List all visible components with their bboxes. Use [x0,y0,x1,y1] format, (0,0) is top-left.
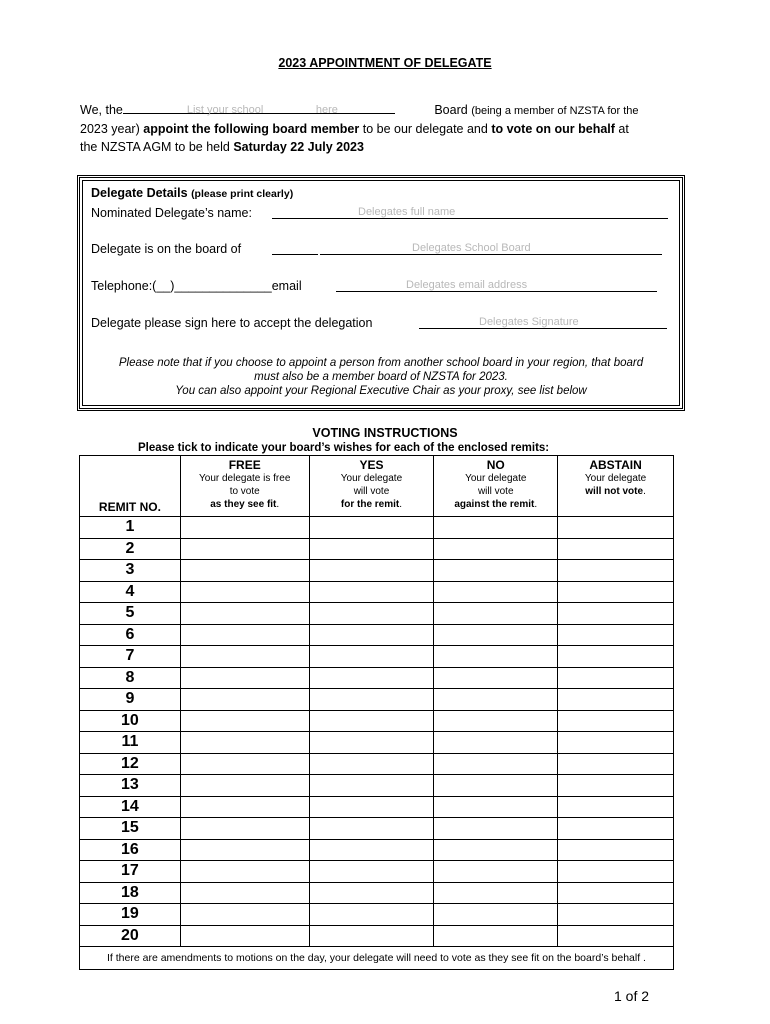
table-row [80,818,674,840]
remit-free-tick-cell[interactable] [180,624,309,646]
remit-no-tick-cell[interactable] [434,904,558,926]
no-desc-1: Your delegate [465,473,527,484]
delegate-sign-placeholder: Delegates Signature [479,316,579,328]
remit-number: 8 [80,667,181,689]
remit-number: 16 [80,839,181,861]
remit-abstain-tick-cell[interactable] [558,560,674,582]
remit-no-tick-cell[interactable] [434,667,558,689]
yes-desc-3: for the remit [340,499,400,510]
remit-abstain-tick-cell[interactable] [558,581,674,603]
remit-free-tick-cell[interactable] [180,775,309,797]
abstain-column-header [558,456,674,517]
remit-number: 13 [80,775,181,797]
intro-to-be: to be our delegate and [362,122,488,136]
remit-number: 12 [80,753,181,775]
delegate-note-line-2: must also be a member board of NZSTA for 2023. [254,371,508,383]
remits-table [79,455,674,970]
remit-free-tick-cell[interactable] [180,538,309,560]
remit-number: 5 [80,603,181,625]
yes-heading: YES [359,458,384,472]
intro-year: 2023 year) [80,122,140,136]
table-row [80,603,674,625]
remit-yes-tick-cell[interactable] [309,753,434,775]
delegate-note-line-3: You can also appoint your Regional Executive Chair as your proxy, see list below [175,385,587,397]
yes-column-header [309,456,434,517]
table-row [80,732,674,754]
remit-abstain-tick-cell[interactable] [558,753,674,775]
delegate-heading: Delegate Details [91,186,188,200]
table-row [80,538,674,560]
remit-abstain-tick-cell[interactable] [558,689,674,711]
remit-free-tick-cell[interactable] [180,667,309,689]
remit-free-tick-cell[interactable] [180,882,309,904]
remit-number: 10 [80,710,181,732]
remit-abstain-tick-cell[interactable] [558,861,674,883]
remit-no-tick-cell[interactable] [434,538,558,560]
intro-member-note: (being a member of NZSTA for the [471,105,639,117]
delegate-name-placeholder: Delegates full name [358,206,456,218]
delegate-name-label: Nominated Delegate’s name: [91,206,252,220]
remit-abstain-tick-cell[interactable] [558,710,674,732]
intro-board: Board [434,103,468,117]
abstain-heading: ABSTAIN [589,458,642,472]
remit-no-tick-cell[interactable] [434,882,558,904]
delegate-note [90,356,672,398]
remit-yes-tick-cell[interactable] [309,517,434,539]
remit-number: 20 [80,925,181,947]
remit-no-header: REMIT NO. [80,456,181,517]
remit-free-tick-cell[interactable] [180,603,309,625]
school-name-field[interactable] [123,101,395,114]
remit-yes-tick-cell[interactable] [309,603,434,625]
remit-abstain-tick-cell[interactable] [558,517,674,539]
intro-appoint: appoint the following board member [143,122,360,136]
remit-number: 15 [80,818,181,840]
remit-abstain-tick-cell[interactable] [558,775,674,797]
remit-yes-tick-cell[interactable] [309,538,434,560]
remit-number: 11 [80,732,181,754]
table-row [80,624,674,646]
remit-yes-tick-cell[interactable] [309,904,434,926]
no-heading: NO [486,458,505,472]
school-placeholder-a: List your school [186,104,264,116]
remit-no-tick-cell[interactable] [434,710,558,732]
intro-we-the: We, the [80,103,123,117]
remit-yes-tick-cell[interactable] [309,624,434,646]
delegate-details-box [77,175,685,411]
remit-free-tick-cell[interactable] [180,796,309,818]
free-desc-3-suffix: . [276,499,280,510]
free-desc-2: to vote [229,486,260,497]
intro-date: Saturday 22 July 2023 [233,140,364,154]
no-desc-3: against the remit [454,499,535,510]
remit-yes-tick-cell[interactable] [309,667,434,689]
remit-number: 17 [80,861,181,883]
table-row [80,861,674,883]
remit-no-tick-cell[interactable] [434,624,558,646]
table-row [80,667,674,689]
remit-free-tick-cell[interactable] [180,581,309,603]
abstain-desc-2-line [558,485,673,498]
table-row [80,517,674,539]
remit-number: 6 [80,624,181,646]
remit-no-tick-cell[interactable] [434,560,558,582]
remits-header-row [80,456,674,517]
remit-no-tick-cell[interactable] [434,581,558,603]
remit-abstain-tick-cell[interactable] [558,538,674,560]
free-desc-1: Your delegate is free [199,473,291,484]
delegate-phone-label[interactable]: Telephone:(__)______________email [91,279,302,293]
remit-free-tick-cell[interactable] [180,517,309,539]
voting-title: VOTING INSTRUCTIONS [312,426,458,440]
delegate-note-line-1: Please note that if you choose to appoint a person from another school board in your region, that board [118,357,644,369]
remit-no-tick-cell[interactable] [434,689,558,711]
remit-abstain-tick-cell[interactable] [558,667,674,689]
remit-yes-tick-cell[interactable] [309,861,434,883]
no-column-header [434,456,558,517]
yes-desc-2: will vote [353,486,390,497]
remit-free-tick-cell[interactable] [180,689,309,711]
table-row [80,796,674,818]
remit-yes-tick-cell[interactable] [309,839,434,861]
free-column-header [180,456,309,517]
remit-free-tick-cell[interactable] [180,560,309,582]
delegate-name-field[interactable] [272,206,668,219]
remit-yes-tick-cell[interactable] [309,710,434,732]
delegate-board-label: Delegate is on the board of [91,242,242,256]
remit-free-tick-cell[interactable] [180,753,309,775]
remit-no-tick-cell[interactable] [434,646,558,668]
remit-abstain-tick-cell[interactable] [558,904,674,926]
intro-agm: the NZSTA AGM to be held [80,140,230,154]
free-desc-3-line [181,498,309,511]
table-row [80,753,674,775]
remit-no-tick-cell[interactable] [434,839,558,861]
delegate-signature-field[interactable] [419,316,667,329]
table-row [80,581,674,603]
remit-abstain-tick-cell[interactable] [558,925,674,947]
table-row [80,646,674,668]
remit-yes-tick-cell[interactable] [309,732,434,754]
remit-no-tick-cell[interactable] [434,861,558,883]
remit-yes-tick-cell[interactable] [309,818,434,840]
remit-abstain-tick-cell[interactable] [558,839,674,861]
table-row [80,904,674,926]
table-row [80,710,674,732]
remit-number: 2 [80,538,181,560]
intro-at: at [618,122,629,136]
remit-yes-tick-cell[interactable] [309,882,434,904]
remit-yes-tick-cell[interactable] [309,646,434,668]
no-desc-3-line [434,498,557,511]
intro-vote-behalf: to vote on our behalf [491,122,615,136]
remit-number: 7 [80,646,181,668]
remit-free-tick-cell[interactable] [180,925,309,947]
remit-yes-tick-cell[interactable] [309,775,434,797]
delegate-board-field[interactable] [320,242,662,255]
abstain-desc-2-suffix: . [643,486,646,497]
remit-no-tick-cell[interactable] [434,753,558,775]
remit-yes-tick-cell[interactable] [309,796,434,818]
delegate-board-placeholder: Delegates School Board [412,242,531,254]
yes-desc-3-suffix: . [399,499,403,510]
remit-yes-tick-cell[interactable] [309,560,434,582]
remit-free-tick-cell[interactable] [180,646,309,668]
remits-footer-note: If there are amendments to motions on the day, your delegate will need to vote as they see fit on the board’s behalf . [80,947,674,970]
remits-footer-row [80,947,674,970]
page-title: 2023 APPOINTMENT OF DELEGATE [278,56,492,70]
table-row [80,882,674,904]
free-heading: FREE [228,458,261,472]
table-row [80,560,674,582]
remit-abstain-tick-cell[interactable] [558,624,674,646]
yes-desc-3-line [310,498,434,511]
table-row [80,689,674,711]
remit-number: 9 [80,689,181,711]
no-desc-3-suffix: . [534,499,538,510]
yes-desc-1: Your delegate [340,473,403,484]
table-row [80,839,674,861]
remit-no-tick-cell[interactable] [434,603,558,625]
abstain-desc-1: Your delegate [584,473,647,484]
abstain-desc-2: will not vote [585,486,644,497]
delegate-heading-row [91,186,293,200]
remit-number: 14 [80,796,181,818]
remit-free-tick-cell[interactable] [180,732,309,754]
remit-abstain-tick-cell[interactable] [558,646,674,668]
remit-abstain-tick-cell[interactable] [558,882,674,904]
voting-subtitle: Please tick to indicate your board’s wishes for each of the enclosed remits: [138,442,550,454]
remit-no-tick-cell[interactable] [434,818,558,840]
remit-number: 1 [80,517,181,539]
delegate-board-field-lead [272,242,318,255]
remit-no-tick-cell[interactable] [434,925,558,947]
remit-no-tick-cell[interactable] [434,775,558,797]
remit-free-tick-cell[interactable] [180,818,309,840]
remit-no-tick-cell[interactable] [434,796,558,818]
remit-yes-tick-cell[interactable] [309,581,434,603]
remit-no-tick-cell[interactable] [434,517,558,539]
page-number: 1 of 2 [614,988,650,1004]
table-row [80,925,674,947]
remit-no-tick-cell[interactable] [434,732,558,754]
delegate-email-placeholder: Delegates email address [406,279,528,291]
remit-number: 4 [80,581,181,603]
remit-abstain-tick-cell[interactable] [558,732,674,754]
remit-yes-tick-cell[interactable] [309,689,434,711]
delegate-email-field[interactable] [336,279,657,292]
delegate-heading-note: (please print clearly) [191,188,294,200]
remit-number: 19 [80,904,181,926]
remit-free-tick-cell[interactable] [180,904,309,926]
delegate-sign-label: Delegate please sign here to accept the delegation [91,316,373,330]
remit-free-tick-cell[interactable] [180,861,309,883]
remit-number: 3 [80,560,181,582]
remit-free-tick-cell[interactable] [180,710,309,732]
school-placeholder-b: here [315,104,338,116]
remit-abstain-tick-cell[interactable] [558,818,674,840]
remit-number: 18 [80,882,181,904]
remit-yes-tick-cell[interactable] [309,925,434,947]
table-row [80,775,674,797]
remit-free-tick-cell[interactable] [180,839,309,861]
remit-abstain-tick-cell[interactable] [558,796,674,818]
remit-abstain-tick-cell[interactable] [558,603,674,625]
intro-paragraph [80,101,690,156]
no-desc-2: will vote [477,486,514,497]
free-desc-3: as they see fit [210,499,277,510]
